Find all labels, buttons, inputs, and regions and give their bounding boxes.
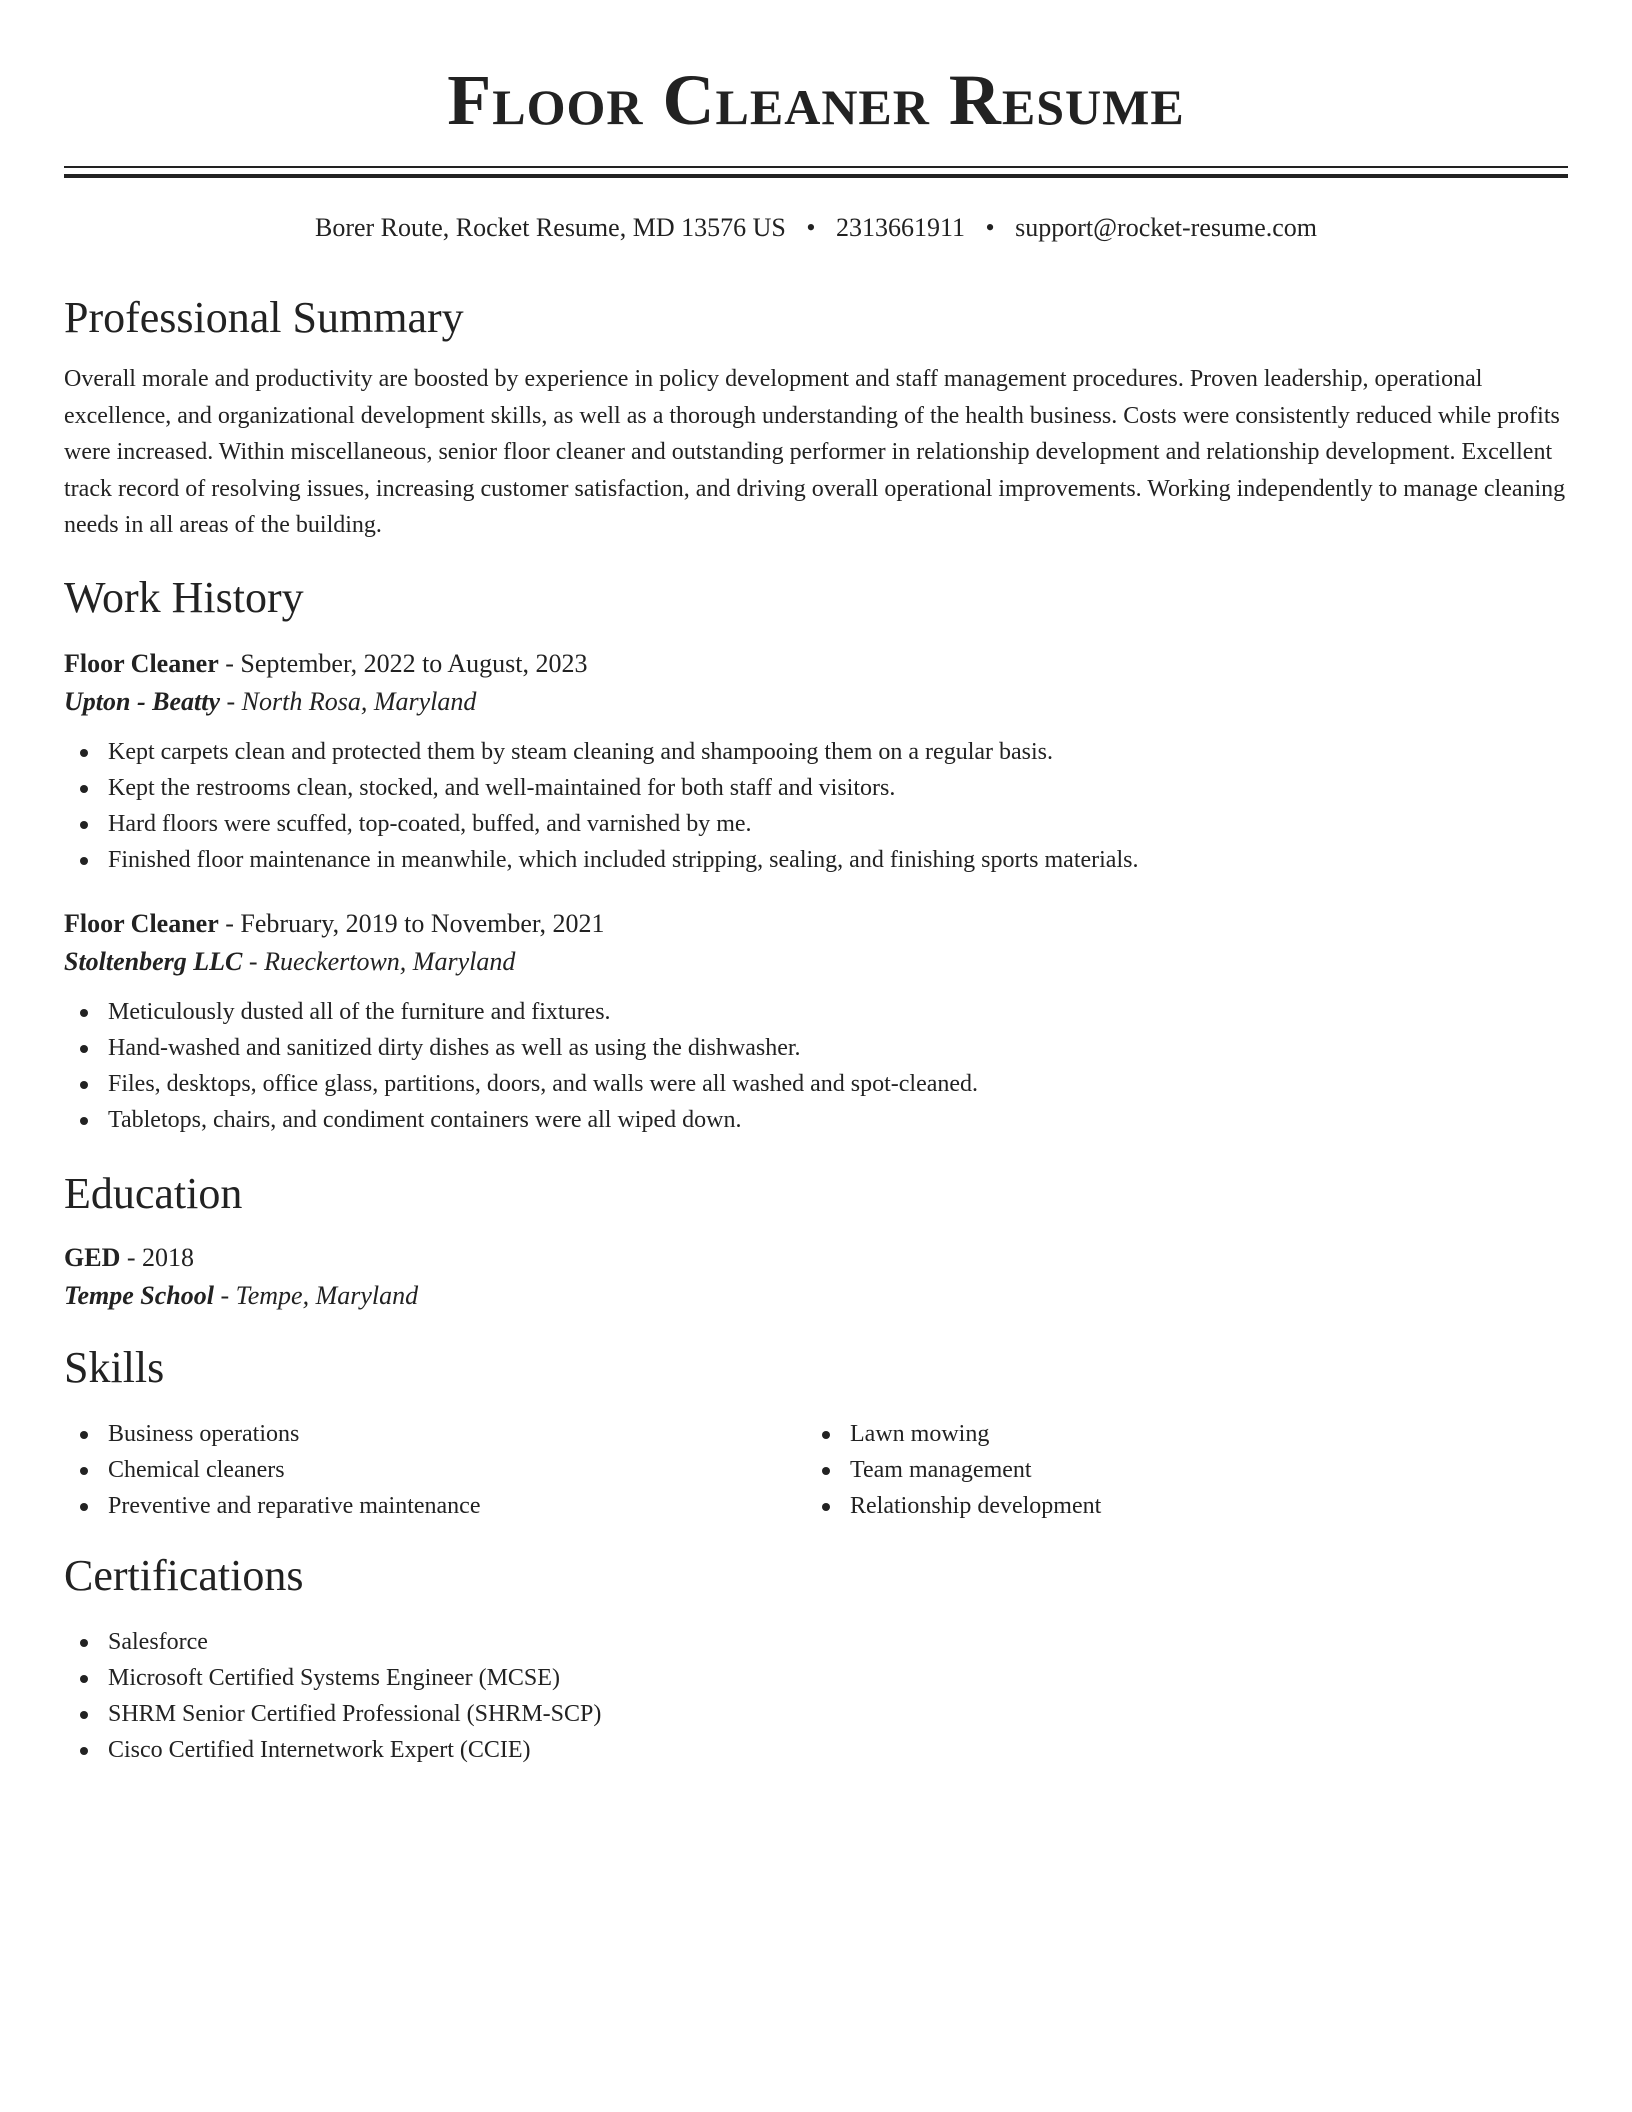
education-school: Tempe School xyxy=(64,1280,214,1310)
education-heading: Education xyxy=(64,1168,243,1218)
job-duties-list xyxy=(64,994,1568,1138)
job-location: - North Rosa, Maryland xyxy=(220,686,477,716)
education-school-line xyxy=(64,1280,1568,1312)
list-item: Salesforce xyxy=(64,1624,1568,1660)
list-item: Relationship development xyxy=(806,1488,1548,1524)
list-item: Team management xyxy=(806,1452,1548,1488)
education-degree-line xyxy=(64,1242,1568,1274)
skills-list-right xyxy=(806,1416,1548,1524)
list-item: Files, desktops, office glass, partitions, doors, and walls were all washed and spot-cleaned. xyxy=(64,1066,1568,1102)
list-item: Hard floors were scuffed, top-coated, buffed, and varnished by me. xyxy=(64,806,1568,842)
list-item: Preventive and reparative maintenance xyxy=(64,1488,806,1524)
list-item: Cisco Certified Internetwork Expert (CCIE) xyxy=(64,1732,1568,1768)
list-item: Microsoft Certified Systems Engineer (MCSE) xyxy=(64,1660,1568,1696)
contact-email: support@rocket-resume.com xyxy=(1015,213,1318,242)
job-location: - Rueckertown, Maryland xyxy=(242,946,516,976)
list-item: Hand-washed and sanitized dirty dishes as well as using the dishwasher. xyxy=(64,1030,1568,1066)
job-dates: - September, 2022 to August, 2023 xyxy=(218,648,588,678)
list-item: Kept the restrooms clean, stocked, and well-maintained for both staff and visitors. xyxy=(64,770,1568,806)
certifications-heading: Certifications xyxy=(64,1550,304,1600)
work-history-heading: Work History xyxy=(64,572,304,622)
job-duties-list xyxy=(64,734,1568,878)
list-item: Lawn mowing xyxy=(806,1416,1548,1452)
contact-phone: 2313661911 xyxy=(835,213,965,242)
certifications-list xyxy=(64,1624,1568,1768)
job-company-line xyxy=(64,946,1568,978)
resume-title: Floor Cleaner Resume xyxy=(447,60,1185,140)
education-location: - Tempe, Maryland xyxy=(213,1280,419,1310)
education-degree: GED xyxy=(64,1242,121,1272)
contact-separator: • xyxy=(806,213,816,242)
title-divider-thin xyxy=(64,166,1568,168)
skills-grid xyxy=(64,1416,1568,1524)
summary-heading: Professional Summary xyxy=(64,293,464,342)
title-divider-thick xyxy=(64,174,1568,178)
list-item: Chemical cleaners xyxy=(64,1452,806,1488)
job-title-line xyxy=(64,648,1568,680)
job-dates: - February, 2019 to November, 2021 xyxy=(218,908,605,938)
job-company-line xyxy=(64,686,1568,718)
list-item: Kept carpets clean and protected them by steam cleaning and shampooing them on a regular basis. xyxy=(64,734,1568,770)
list-item: Business operations xyxy=(64,1416,806,1452)
contact-separator: • xyxy=(985,213,995,242)
job-company: Upton - Beatty xyxy=(64,686,220,716)
list-item: Meticulously dusted all of the furniture and fixtures. xyxy=(64,994,1568,1030)
job-company: Stoltenberg LLC xyxy=(64,946,243,976)
contact-line xyxy=(64,212,1568,244)
skills-list-left xyxy=(64,1416,806,1524)
contact-address: Borer Route, Rocket Resume, MD 13576 US xyxy=(314,213,786,242)
job-entry xyxy=(64,908,1568,1138)
job-entry xyxy=(64,648,1568,878)
summary-text: Overall morale and productivity are boosted by experience in policy development and staff management procedures. Proven leadership, operational excellence, and organizational development skills, as well as a thorough understanding of the health business. Costs were consistently reduced while profits were increased. Within miscellaneous, senior floor cleaner and outstanding performer in relationship development and relationship development. Excellent track record of resolving issues, increasing customer satisfaction, and driving overall operational improvements. Working independently to manage cleaning needs in all areas of the building. xyxy=(64,366,1566,538)
list-item: Finished floor maintenance in meanwhile, which included stripping, sealing, and finishing sports materials. xyxy=(64,842,1568,878)
education-year: - 2018 xyxy=(120,1242,195,1272)
job-title: Floor Cleaner xyxy=(64,908,219,938)
education-entry xyxy=(64,1242,1568,1312)
job-title-line xyxy=(64,908,1568,940)
job-title: Floor Cleaner xyxy=(64,648,219,678)
list-item: Tabletops, chairs, and condiment containers were all wiped down. xyxy=(64,1102,1568,1138)
skills-heading: Skills xyxy=(64,1342,165,1392)
list-item: SHRM Senior Certified Professional (SHRM-SCP) xyxy=(64,1696,1568,1732)
